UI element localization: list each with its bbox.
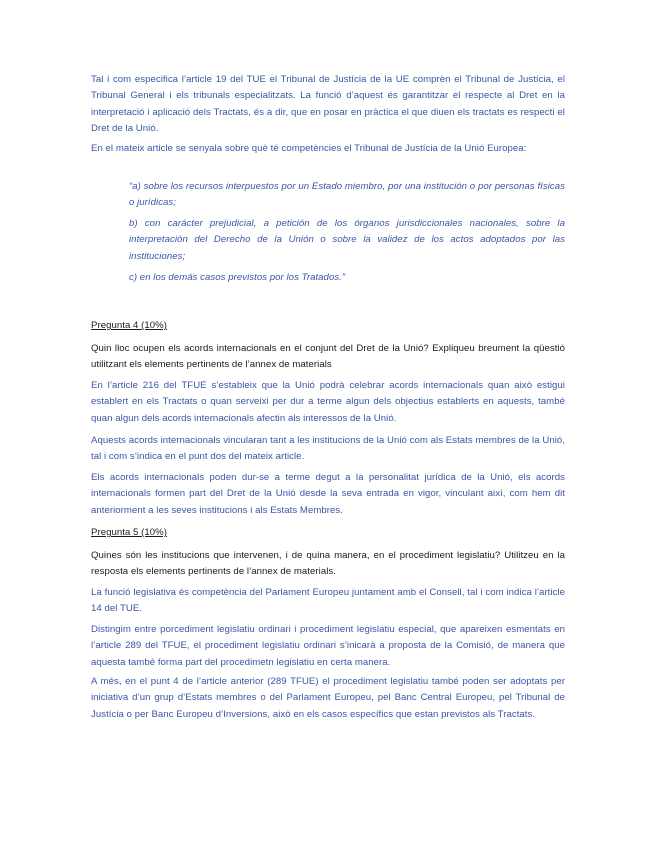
- answer-paragraph-article-19: Tal i com especifica l’article 19 del TUE el Tribunal de Justícia de la UE comprèn el Tribunal de Justícia, el Tribunal General i els tribunals especialitzats. La funció d’aquest és garantitzar el respecte al Dret en la interpretació i aplicació dels Tractats, és a dir, que en posar en pràctica el que diuen els tractats es respecti el Dret de la Unió.: [91, 74, 565, 134]
- quote-item-c: c) en los demás casos previstos por los Tratados.”: [129, 272, 346, 283]
- answer-5-paragraph-2: Distingim entre porcediment legislatiu ordinari i procediment legislatiu especial, que apareixen esmentats en l’article 289 del TFUE, el procediment legislatiu ordinari s’inicarà a proposta de la Comisió, de manera que aquesta també forma part del procedimetn legislatiu en certa manera.: [91, 624, 565, 668]
- question-4-text: Quin lloc ocupen els acords internacionals en el conjunt del Dret de la Unió? Expliqueu breument la qüestió utilitzant els elements pertinents de l’annex de materials: [91, 343, 565, 371]
- question-5-text: Quines són les institucions que intervenen, i de quina manera, en el procediment legislatiu? Utilitzeu en la resposta els elements pertinents de l’annex de materials.: [91, 550, 565, 578]
- answer-4-paragraph-2: Aquests acords internacionals vincularan tant a les institucions de la Unió com als Estats membres de la Unió, tal i com s’indica en el punt dos del mateix article.: [91, 435, 565, 463]
- quote-item-a: “a) sobre los recursos interpuestos por un Estado miembro, por una institución o por personas físicas o jurídicas;: [129, 181, 565, 209]
- answer-4-paragraph-3: Els acords internacionals poden dur-se a terme degut a la personalitat jurídica de la Unió, els acords internacionals formen part del Dret de la Unió desde la seva entrada en vigor, vinculant així, com hem dit anteriorment a les seves institucions i als Estats Membres.: [91, 472, 565, 516]
- quote-item-b: b) con carácter prejudicial, a petición de los órganos jurisdiccionales nacionales, sobre la interpretación del Derecho de la Unión o sobre la validez de los actos adoptados por las instituciones;: [129, 218, 565, 262]
- answer-5-paragraph-1: La funció legislativa és competència del Parlament Europeu juntament amb el Consell, tal i com indica l’article 14 del TUE.: [91, 587, 565, 615]
- answer-paragraph-competences: En el mateix article se senyala sobre què té competències el Tribunal de Justícia de la Unió Europea:: [91, 143, 527, 154]
- answer-4-paragraph-1: En l’article 216 del TFUE s’estableix que la Unió podrà celebrar acords internacionals quan això estigui establert en els Tractats o quan serveixi per dur a terme algun dels objectius establerts en aquests, també quan algun dels acords internacionals afectin als interessos de la Unió.: [91, 380, 565, 424]
- question-5-heading: Pregunta 5 (10%): [91, 527, 167, 538]
- answer-5-paragraph-3: A més, en el punt 4 de l’article anterior (289 TFUE) el procediment legislatiu també poden ser adoptats per iniciativa d’un grup d’Estats membres o del Parlament Europeu, pel Banc Central Europeu, pel Tribunal de Justícia o per Banc Europeu d’Inversions, això en els casos específics que estan previstos als Tractats.: [91, 676, 565, 720]
- question-4-heading: Pregunta 4 (10%): [91, 320, 167, 331]
